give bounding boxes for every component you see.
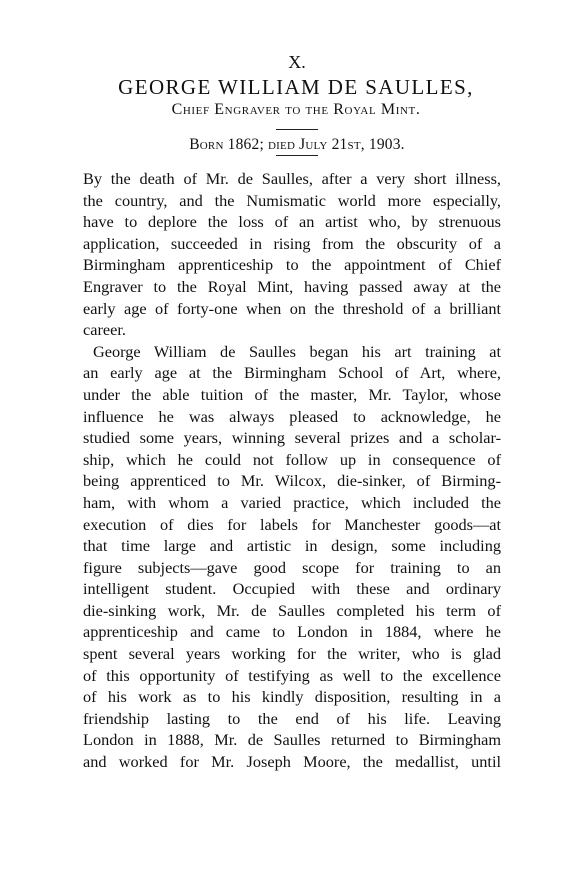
chapter-number: X. bbox=[288, 52, 306, 72]
text-line: ham, with whom a varied practice, which included the bbox=[83, 492, 501, 512]
text-line: ship, which he could not follow up in consequence of bbox=[83, 449, 501, 469]
text-line: friendship lasting to the end of his life. Leaving bbox=[83, 708, 501, 728]
text-line: spent several years working for the writer, who is glad bbox=[83, 644, 501, 664]
text-line: die-sinking work, Mr. de Saulles completed his term of bbox=[83, 600, 501, 620]
text-line: execution of dies for labels for Manchester goods—at bbox=[83, 514, 501, 534]
text-line: early age of forty-one when on the threshold of a brilliant bbox=[83, 298, 501, 318]
text-line: and worked for Mr. Joseph Moore, the medallist, until bbox=[83, 752, 501, 772]
subject-name-heading: GEORGE WILLIAM DE SAULLES, bbox=[118, 75, 474, 99]
text-line: George William de Saulles began his art training at bbox=[93, 341, 501, 361]
text-line: an early age at the Birmingham School of Art, where, bbox=[83, 363, 501, 383]
document-page bbox=[83, 52, 501, 773]
text-line: application, succeeded in rising from the obscurity of a bbox=[83, 233, 501, 253]
text-line: Engraver to the Royal Mint, having passed away at the bbox=[83, 276, 501, 296]
text-line: of his work as to his kindly disposition, resulting in a bbox=[83, 687, 501, 707]
paragraph-1 bbox=[83, 168, 501, 341]
subject-title-heading: Chief Engraver to the Royal Mint. bbox=[171, 101, 421, 118]
text-line: being apprenticed to Mr. Wilcox, die-sinker, of Birming- bbox=[83, 471, 501, 491]
text-line: figure subjects—gave good scope for training to an bbox=[83, 557, 501, 577]
divider-rule-top bbox=[276, 129, 318, 130]
body-text bbox=[83, 168, 501, 773]
text-line: the country, and the Numismatic world more especially, bbox=[83, 190, 501, 210]
text-line: apprenticeship and came to London in 1884, where he bbox=[83, 622, 501, 642]
text-line: influence he was always pleased to acknowledge, he bbox=[83, 406, 501, 426]
text-line: of this opportunity of testifying as well to the excellence bbox=[83, 665, 501, 685]
text-line: have to deplore the loss of an artist who, by strenuous bbox=[83, 212, 501, 232]
text-line: By the death of Mr. de Saulles, after a very short illness, bbox=[83, 169, 501, 188]
text-line: intelligent student. Occupied with these and ordinary bbox=[83, 579, 501, 599]
text-line: under the able tuition of the master, Mr. Taylor, whose bbox=[83, 384, 501, 404]
text-line: career. bbox=[83, 320, 126, 340]
text-line: Birmingham apprenticeship to the appointment of Chief bbox=[83, 255, 501, 275]
text-line: that time large and artistic in design, some including bbox=[83, 536, 501, 556]
text-line: studied some years, winning several prizes and a scholar- bbox=[83, 428, 501, 448]
text-line: London in 1888, Mr. de Saulles returned to Birmingham bbox=[83, 730, 501, 750]
divider-rule-bottom bbox=[276, 155, 318, 156]
life-dates: Born 1862; died July 21st, 1903. bbox=[189, 136, 405, 153]
paragraph-2 bbox=[83, 341, 501, 773]
